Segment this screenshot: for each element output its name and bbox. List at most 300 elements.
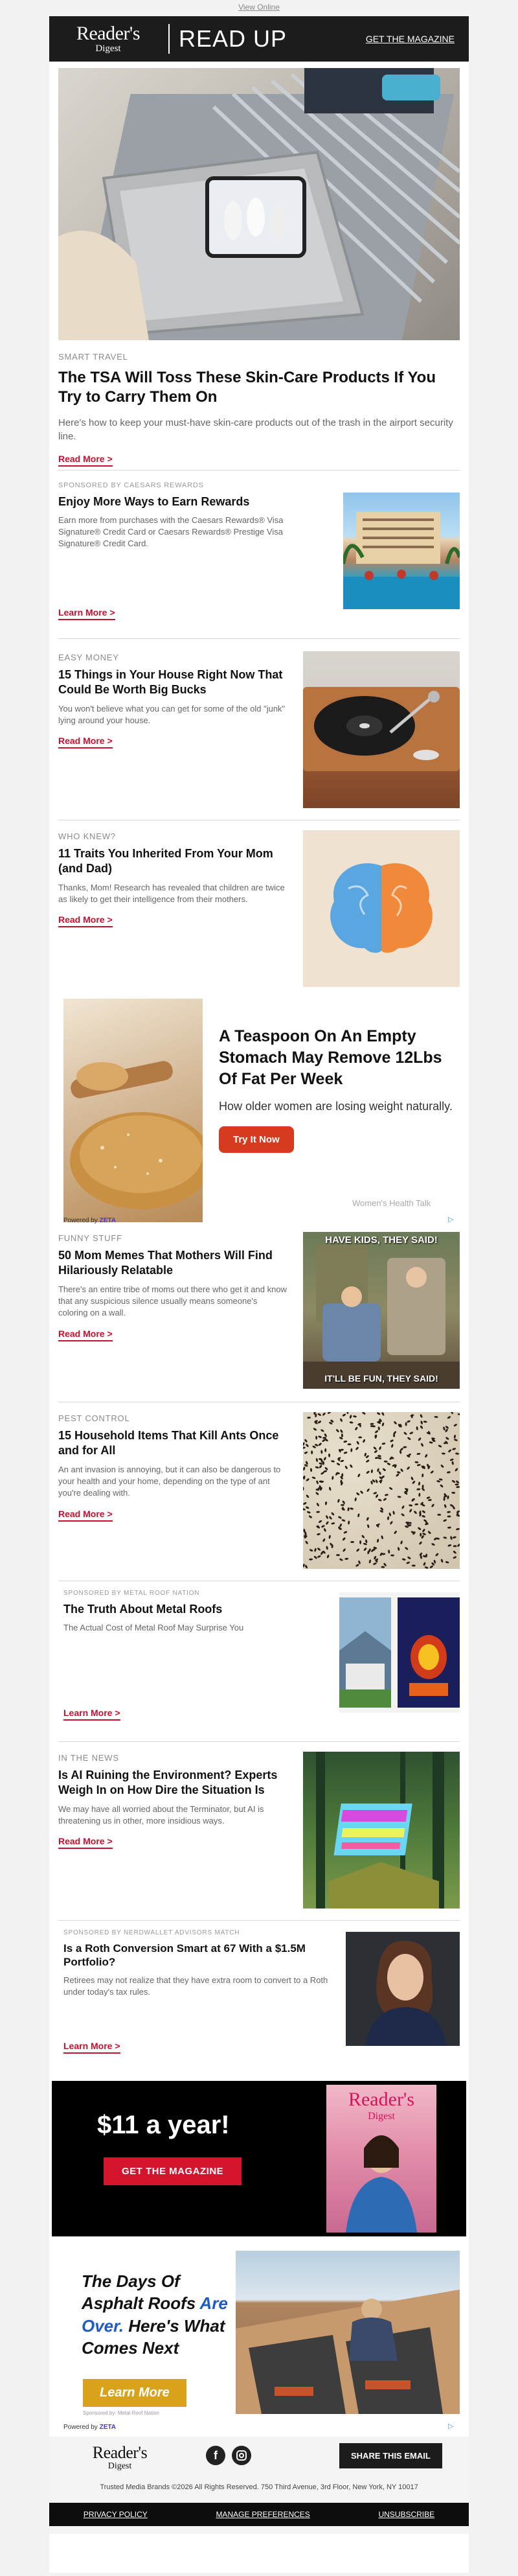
ant-mark (381, 1422, 385, 1427)
roof-sponsor: Sponsored by: Metal Roof Nation (83, 2410, 159, 2416)
ant-mark (403, 1446, 407, 1448)
ant-mark (429, 1565, 434, 1569)
ant-mark (325, 1521, 329, 1526)
ant-mark (418, 1541, 422, 1545)
header-bar (49, 16, 469, 62)
story2-read-more[interactable]: Read More > (58, 914, 113, 927)
facebook-icon[interactable]: f (206, 2446, 225, 2465)
roof-learn-more-button[interactable]: Learn More (83, 2379, 186, 2407)
ant-mark (349, 1464, 353, 1468)
ant-mark (447, 1515, 451, 1517)
roth-advisor-image[interactable] (346, 1932, 460, 2046)
ant-mark (388, 1513, 392, 1517)
meme-top-text: HAVE KIDS, THEY SAID! (325, 1235, 438, 1246)
story1-dek: You won't believe what you can get for some of the old "junk" lying around your house. (58, 704, 286, 726)
ant-mark (343, 1548, 346, 1553)
ant-mark (347, 1443, 351, 1445)
story4-read-more[interactable]: Read More > (58, 1509, 113, 1522)
story4-title[interactable]: 15 Household Items That Kill Ants Once and for All (58, 1429, 279, 1457)
ant-mark (323, 1457, 326, 1461)
ant-mark (344, 1465, 348, 1470)
footer-logo[interactable]: Reader's Digest (92, 2443, 148, 2471)
ant-mark (303, 1446, 306, 1449)
ant-mark (303, 1467, 306, 1471)
ant-mark (418, 1437, 422, 1442)
ant-mark (420, 1425, 423, 1430)
ant-mark (356, 1441, 360, 1445)
ant-mark (412, 1564, 416, 1566)
ant-swarm-illustration (303, 1412, 460, 1569)
ant-mark (315, 1458, 318, 1462)
ant-mark (420, 1533, 422, 1537)
ant-mark (336, 1554, 340, 1556)
ant-mark (341, 1504, 344, 1506)
ant-mark (447, 1526, 451, 1528)
ant-mark (387, 1516, 390, 1520)
ant-mark (433, 1559, 436, 1564)
ant-mark (430, 1470, 434, 1474)
ant-mark (426, 1496, 431, 1500)
ant-mark (398, 1496, 401, 1498)
ant-mark (431, 1503, 434, 1508)
ant-mark (346, 1412, 349, 1414)
ant-mark (403, 1432, 408, 1435)
manage-preferences-link[interactable]: MANAGE PREFERENCES (216, 2510, 310, 2519)
story2-dek: Thanks, Mom! Research has revealed that children are twice as likely to get their intelligence from their mothers. (58, 883, 285, 905)
ant-mark (323, 1528, 326, 1533)
resort-pool-illustration (343, 493, 460, 609)
ant-mark (401, 1558, 406, 1561)
ant-mark (340, 1459, 344, 1462)
ant-mark (366, 1470, 370, 1474)
ant-mark (308, 1515, 313, 1519)
ant-mark (306, 1511, 311, 1514)
ant-mark (332, 1476, 334, 1479)
metal-roof-ad (63, 1590, 303, 1634)
ant-mark (456, 1527, 460, 1530)
ant-mark (376, 1538, 379, 1543)
ant-mark (435, 1553, 439, 1557)
ant-mark (328, 1454, 330, 1457)
ant-mark (453, 1423, 458, 1427)
ant-mark (455, 1452, 459, 1455)
story-traits (58, 831, 288, 927)
ant-mark (368, 1559, 371, 1564)
view-online-link[interactable]: View Online (238, 3, 280, 12)
ant-mark (381, 1535, 383, 1540)
ant-mark (349, 1415, 352, 1419)
ant-mark (317, 1413, 322, 1417)
ant-mark (328, 1516, 332, 1520)
ant-mark (370, 1423, 374, 1426)
ant-mark (447, 1449, 451, 1453)
ant-mark (397, 1547, 400, 1551)
ant-mark (418, 1492, 421, 1496)
ant-mark (383, 1562, 387, 1567)
ant-mark (307, 1417, 311, 1419)
hero-read-more[interactable]: Read More > (58, 454, 113, 467)
divider (58, 638, 460, 639)
ant-mark (443, 1537, 447, 1539)
ant-mark (316, 1502, 320, 1507)
roofer-image (236, 2251, 460, 2414)
ant-mark (319, 1465, 322, 1469)
try-it-now-button[interactable]: Try It Now (219, 1126, 294, 1153)
record-player-illustration (303, 651, 460, 808)
metal-learn-more[interactable]: Learn More > (63, 1708, 120, 1721)
ant-mark (451, 1461, 454, 1465)
ant-mark (303, 1502, 307, 1505)
ant-mark (416, 1488, 420, 1491)
ant-mark (311, 1476, 316, 1479)
story5-read-more[interactable]: Read More > (58, 1836, 113, 1849)
ant-mark (353, 1415, 357, 1418)
teaspoon-headline[interactable]: A Teaspoon On An Empty Stomach May Remove 12Lbs Of Fat Per Week (219, 1027, 442, 1088)
ant-mark (390, 1439, 394, 1443)
caesars-learn-more[interactable]: Learn More > (58, 607, 115, 620)
caesars-title[interactable]: Enjoy More Ways to Earn Rewards (58, 495, 250, 508)
ant-mark (391, 1444, 394, 1448)
ant-mark (453, 1545, 457, 1547)
roth-ad (63, 1929, 335, 1998)
ant-mark (431, 1542, 436, 1546)
roof-installation-illustration (236, 2251, 460, 2414)
ant-mark (418, 1481, 421, 1485)
ant-mark (304, 1439, 308, 1443)
teaspoon-ad (219, 1026, 458, 1153)
ant-mark (318, 1520, 322, 1524)
ant-mark (455, 1480, 459, 1484)
ant-mark (350, 1507, 354, 1510)
ant-mark (359, 1540, 361, 1544)
ant-mark (366, 1488, 370, 1492)
ant-mark (422, 1510, 426, 1514)
forest-screen-illustration (303, 1752, 460, 1909)
ant-mark (381, 1412, 385, 1416)
ant-mark (455, 1483, 458, 1485)
ant-mark (306, 1494, 310, 1499)
ant-mark (313, 1555, 317, 1559)
ant-mark (309, 1559, 313, 1561)
ant-mark (383, 1498, 387, 1502)
ant-mark (322, 1538, 326, 1542)
ant-mark (350, 1448, 352, 1452)
ant-mark (304, 1564, 308, 1569)
ant-mark (374, 1450, 378, 1454)
powered-by-2: Powered by ZETA (63, 2424, 116, 2431)
ant-mark (405, 1422, 407, 1426)
ant-mark (366, 1524, 370, 1529)
ant-mark (318, 1443, 322, 1446)
meme-bottom-text: IT'LL BE FUN, THEY SAID! (324, 1373, 438, 1384)
ant-mark (324, 1448, 326, 1452)
ant-mark (420, 1421, 423, 1425)
ant-mark (452, 1448, 456, 1451)
ant-mark (427, 1531, 431, 1535)
ant-mark (443, 1426, 446, 1431)
cover-subtitle: Digest (368, 2111, 395, 2122)
hero-title[interactable]: The TSA Will Toss These Skin-Care Products If You Try to Carry Them On (58, 369, 436, 406)
ant-mark (449, 1458, 454, 1461)
metal-title[interactable]: The Truth About Metal Roofs (63, 1603, 223, 1616)
instagram-icon[interactable] (232, 2446, 251, 2465)
ant-mark (420, 1414, 423, 1419)
ant-mark (355, 1492, 360, 1496)
ant-mark (315, 1492, 319, 1496)
ants-image[interactable] (303, 1412, 460, 1569)
ant-mark (371, 1469, 374, 1473)
story5-title[interactable]: Is AI Ruining the Environment? Experts Weigh In on How Dire the Situation Is (58, 1769, 278, 1796)
ant-mark (340, 1429, 344, 1433)
ant-mark (390, 1554, 394, 1556)
ant-mark (413, 1510, 417, 1514)
ant-mark (339, 1558, 344, 1561)
ant-mark (412, 1480, 416, 1484)
hero-image[interactable] (58, 68, 460, 340)
ant-mark (349, 1421, 353, 1424)
ant-mark (326, 1546, 328, 1549)
ant-mark (456, 1486, 460, 1488)
metal-dek: The Actual Cost of Metal Roof May Surprise You (63, 1622, 244, 1632)
story1-title[interactable]: 15 Things in Your House Right Now That Could Be Worth Big Bucks (58, 668, 283, 696)
ant-mark (384, 1460, 388, 1462)
caesars-dek: Earn more from purchases with the Caesars Rewards® Visa Signature® Credit Card or Caesars Rewards® Prestige Visa Signature® Credit Card. (58, 515, 284, 548)
ant-mark (393, 1421, 397, 1424)
ant-mark (400, 1468, 404, 1472)
ant-mark (325, 1515, 328, 1520)
hero-dek: Here's how to keep your must-have skin-care products out of the trash in the airport security line. (58, 417, 453, 442)
ant-mark (373, 1562, 377, 1566)
ant-mark (453, 1435, 456, 1439)
roth-title[interactable]: Is a Roth Conversion Smart at 67 With a $1.5M Portfolio? (63, 1942, 306, 1969)
ant-mark (328, 1487, 332, 1491)
ant-mark (447, 1495, 449, 1499)
metal-roof-image[interactable] (339, 1592, 460, 1713)
ant-mark (422, 1474, 424, 1478)
ant-mark (450, 1536, 453, 1540)
ant-mark (447, 1511, 451, 1513)
ant-mark (364, 1452, 367, 1457)
roof-banner-ad[interactable] (63, 2251, 460, 2419)
ant-mark (388, 1487, 393, 1491)
brain-image[interactable] (303, 830, 460, 987)
ant-mark (335, 1428, 339, 1432)
story1-read-more[interactable]: Read More > (58, 736, 113, 748)
ant-mark (331, 1460, 335, 1463)
teaspoon-sub: How older women are losing weight naturally. (219, 1100, 453, 1113)
story3-title[interactable]: 50 Mom Memes That Mothers Will Find Hilariously Relatable (58, 1249, 273, 1277)
ant-mark (409, 1432, 414, 1435)
ant-mark (445, 1561, 449, 1564)
footer (49, 2437, 469, 2534)
ai-forest-image[interactable] (303, 1752, 460, 1909)
magazine-cover-image[interactable] (326, 2085, 436, 2233)
ant-mark (355, 1446, 359, 1450)
ant-mark (337, 1499, 340, 1503)
ant-mark (347, 1507, 350, 1511)
story2-category: WHO KNEW? (58, 831, 116, 841)
ant-mark (331, 1512, 335, 1516)
divider (58, 1741, 460, 1742)
ant-mark (315, 1466, 319, 1468)
ant-mark (444, 1504, 447, 1509)
ant-mark (447, 1544, 452, 1547)
ant-mark (378, 1471, 381, 1476)
ant-mark (377, 1455, 381, 1457)
ant-mark (374, 1430, 379, 1433)
ant-mark (417, 1527, 422, 1531)
ant-mark (304, 1451, 308, 1454)
ant-mark (440, 1484, 444, 1488)
ant-mark (327, 1412, 332, 1414)
roth-learn-more[interactable]: Learn More > (63, 2041, 120, 2054)
promo-get-magazine-button[interactable]: GET THE MAGAZINE (104, 2157, 242, 2185)
readers-digest-logo[interactable] (57, 24, 159, 54)
share-email-button[interactable]: SHARE THIS EMAIL (339, 2443, 442, 2468)
sugar-spoon-image[interactable] (63, 999, 203, 1222)
ant-mark (381, 1443, 385, 1445)
story-ai (58, 1753, 288, 1849)
ant-mark (325, 1502, 328, 1505)
email-body (49, 16, 469, 2573)
ant-mark (416, 1453, 420, 1456)
story-ants (58, 1413, 288, 1522)
ant-mark (443, 1497, 445, 1501)
ant-mark (392, 1511, 395, 1515)
ant-mark (388, 1549, 390, 1553)
advisor-portrait-illustration (346, 1932, 460, 2046)
ant-mark (358, 1436, 362, 1438)
ant-mark (306, 1478, 310, 1481)
ant-mark (354, 1497, 357, 1501)
story4-category: PEST CONTROL (58, 1413, 130, 1423)
meme-image[interactable] (303, 1232, 460, 1389)
ant-mark (341, 1433, 343, 1437)
ant-mark (453, 1536, 457, 1538)
turntable-image[interactable] (303, 651, 460, 808)
ant-mark (451, 1492, 455, 1494)
adchoices-icon-2[interactable]: ▷ (448, 2422, 454, 2430)
ant-mark (316, 1511, 320, 1513)
ant-mark (362, 1412, 366, 1415)
ant-mark (382, 1468, 387, 1472)
ant-mark (317, 1533, 321, 1535)
caesars-sponsor: SPONSORED BY CAESARS REWARDS (58, 482, 204, 489)
ant-mark (437, 1514, 441, 1516)
cover-title: Reader's (348, 2089, 415, 2110)
ant-mark (305, 1506, 310, 1509)
ant-mark (375, 1494, 379, 1498)
ant-mark (407, 1556, 411, 1560)
ant-mark (373, 1492, 377, 1495)
ant-mark (361, 1535, 365, 1538)
story5-category: IN THE NEWS (58, 1753, 119, 1763)
ant-mark (324, 1433, 328, 1437)
story2-title[interactable]: 11 Traits You Inherited From Your Mom (and Dad) (58, 847, 273, 875)
ant-mark (406, 1466, 410, 1470)
ant-mark (303, 1487, 304, 1491)
privacy-policy-link[interactable]: PRIVACY POLICY (83, 2510, 148, 2519)
ant-mark (377, 1426, 380, 1430)
ant-mark (343, 1451, 348, 1454)
brain-illustration (303, 830, 460, 987)
ant-mark (407, 1420, 411, 1423)
ant-mark (458, 1413, 460, 1415)
ant-mark (445, 1425, 449, 1429)
ant-mark (357, 1473, 361, 1478)
ant-mark (315, 1435, 317, 1439)
story5-dek: We may have all worried about the Terminator, but AI is threatening us in other, more insidious ways. (58, 1804, 264, 1826)
footer-links (49, 2503, 469, 2526)
ant-mark (396, 1473, 400, 1477)
ant-mark (447, 1471, 451, 1474)
cover-model-illustration (326, 2122, 436, 2233)
powered-by: Powered by ZETA (63, 1217, 116, 1224)
ant-mark (387, 1462, 391, 1465)
ant-mark (373, 1446, 377, 1450)
ant-mark (356, 1548, 360, 1552)
ant-mark (326, 1554, 330, 1559)
subscribe-promo (52, 2081, 466, 2236)
ant-mark (409, 1504, 412, 1507)
ant-mark (309, 1549, 313, 1552)
get-magazine-link[interactable]: GET THE MAGAZINE (365, 34, 455, 44)
ant-mark (341, 1519, 346, 1522)
ant-mark (422, 1533, 427, 1536)
hero-category: SMART TRAVEL (58, 352, 128, 362)
ant-mark (343, 1440, 347, 1443)
ant-mark (305, 1443, 309, 1447)
meme-scene-illustration (303, 1232, 460, 1389)
ant-mark (424, 1566, 429, 1569)
logo-line2: Digest (95, 43, 121, 54)
ant-mark (411, 1476, 414, 1481)
ant-mark (338, 1516, 343, 1519)
ant-mark (357, 1560, 361, 1564)
ant-mark (457, 1543, 460, 1547)
ant-mark (400, 1540, 403, 1545)
logo-line1: Reader's (76, 23, 141, 44)
story-treasures (58, 653, 288, 748)
ant-mark (305, 1540, 309, 1545)
footer-legal: Trusted Media Brands ©2026 All Rights Reserved. 750 Third Avenue, 3rd Floor, New York, NY 10017 (100, 2483, 418, 2491)
ant-mark (443, 1519, 447, 1522)
ant-mark (342, 1413, 346, 1417)
ant-mark (429, 1441, 433, 1444)
divider (58, 1920, 460, 1921)
ant-mark (405, 1546, 409, 1550)
sugar-illustration (63, 999, 203, 1222)
ad-source: Women's Health Talk (352, 1198, 431, 1208)
caesars-ad (58, 482, 317, 550)
unsubscribe-link[interactable]: UNSUBSCRIBE (378, 2510, 435, 2519)
ant-mark (375, 1479, 378, 1483)
ant-mark (396, 1471, 401, 1474)
caesars-image[interactable] (343, 493, 460, 609)
ant-mark (453, 1556, 457, 1559)
ant-mark (310, 1468, 313, 1472)
story-memes (58, 1233, 288, 1341)
adchoices-icon[interactable]: ▷ (448, 1216, 454, 1224)
ant-mark (401, 1513, 405, 1517)
ant-mark (424, 1454, 428, 1458)
story4-dek: An ant invasion is annoying, but it can also be dangerous to your health and your home, depending on the type of ant you're dealing with. (58, 1465, 281, 1498)
ant-mark (336, 1462, 341, 1466)
ant-mark (363, 1547, 367, 1551)
story3-read-more[interactable]: Read More > (58, 1329, 113, 1341)
ant-mark (420, 1443, 423, 1447)
ant-mark (303, 1442, 305, 1446)
